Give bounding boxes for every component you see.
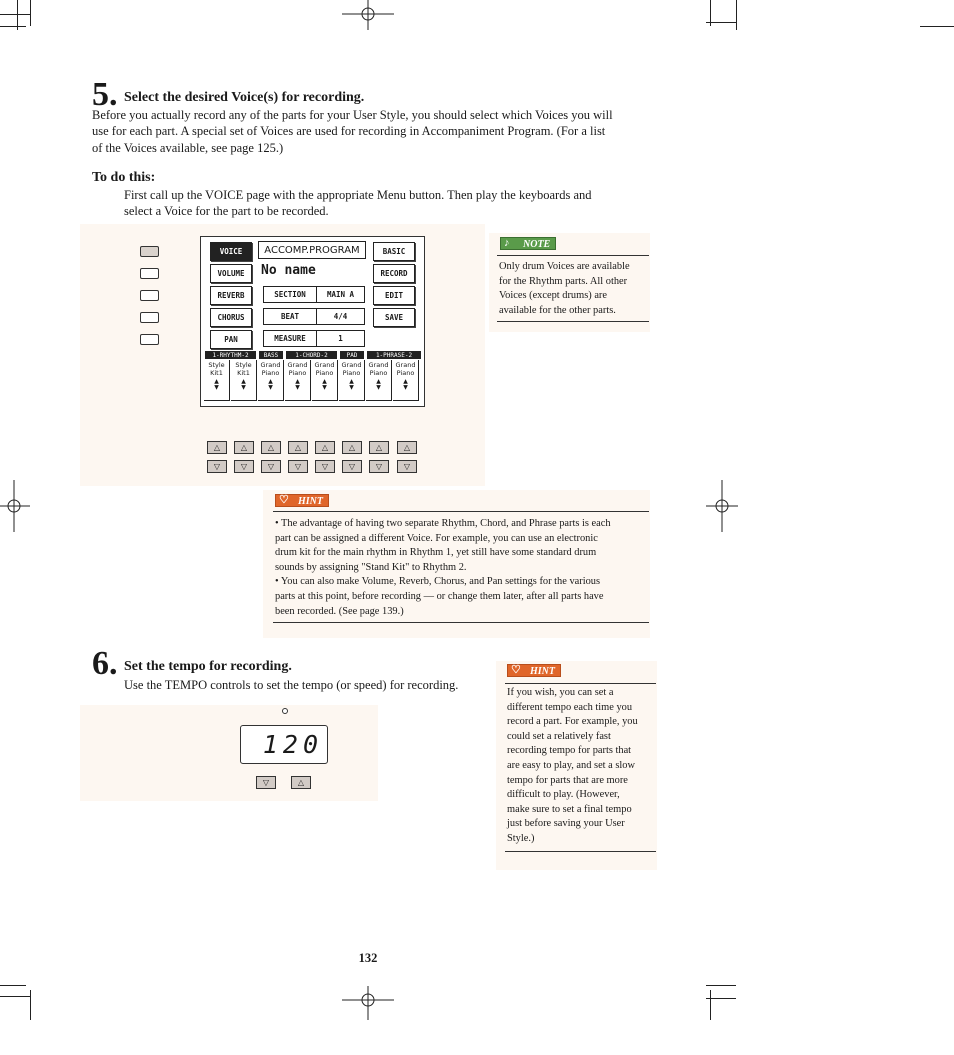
page-number: 132	[358, 951, 378, 965]
todo-heading: To do this:	[92, 170, 156, 185]
voice-line: Grand	[341, 361, 362, 369]
hint-badge-2	[507, 664, 561, 677]
lcd-screen	[200, 236, 425, 407]
up-down-arrows-icon: ▲ ▼	[295, 378, 300, 391]
menu-button-1[interactable]	[140, 246, 159, 257]
button-label: CHORUS	[217, 313, 245, 322]
note-rule-top	[497, 255, 649, 256]
hint-line: are easy to play, and set a slow	[507, 759, 636, 771]
hint-line: sounds by assigning "Stand Kit" to Rhythm 2.	[275, 561, 467, 573]
voice-line: Piano	[288, 368, 307, 377]
down-button-4[interactable]: ▽	[288, 460, 308, 473]
down-button-5[interactable]: ▽	[315, 460, 335, 473]
step-5-title: Select the desired Voice(s) for recording.	[124, 90, 365, 105]
lcd-edit-button[interactable]	[373, 286, 415, 305]
hint-line: record a part. For example, you	[507, 716, 638, 728]
up-button-4[interactable]: △	[288, 441, 308, 454]
part-rhythm: 1-RHYTHM-2	[205, 351, 256, 359]
up-down-arrows-icon: ▲ ▼	[349, 378, 354, 391]
body-line: Before you actually record any of the parts for your User Style, you should select which Voices you will	[92, 108, 613, 122]
step-5-body	[92, 107, 613, 156]
hint-line: make sure to set a final tempo	[507, 803, 632, 815]
menu-button-3[interactable]	[140, 290, 159, 301]
button-label: PAN	[224, 335, 238, 344]
up-button-1[interactable]: △	[207, 441, 227, 454]
field-value: 1	[316, 331, 364, 346]
voice-slot-8[interactable]	[393, 360, 419, 401]
lcd-pan-button[interactable]	[210, 330, 252, 349]
up-down-arrows-icon: ▲ ▼	[376, 378, 381, 391]
voice-line: Piano	[261, 368, 280, 377]
button-label: VOICE	[219, 247, 243, 256]
note-badge	[500, 237, 556, 250]
button-label: SAVE	[384, 313, 404, 322]
voice-line: Style	[208, 361, 225, 369]
hint-line: recording tempo for parts that	[507, 745, 632, 757]
up-down-arrows-icon: ▲ ▼	[214, 378, 219, 391]
step-6-body: Use the TEMPO controls to set the tempo (or speed) for recording.	[124, 678, 459, 692]
step-5-number: 5.	[92, 76, 118, 113]
todo-body	[124, 187, 592, 220]
lcd-chorus-button[interactable]	[210, 308, 252, 327]
registration-mark-right	[706, 480, 738, 532]
up-button-5[interactable]: △	[315, 441, 335, 454]
hint2-text	[507, 686, 638, 847]
beat-field[interactable]	[263, 308, 365, 325]
down-button-3[interactable]: ▽	[261, 460, 281, 473]
body-line: select a Voice for the part to be recorded.	[124, 204, 329, 219]
note-line: available for the other parts.	[499, 304, 616, 316]
menu-button-2[interactable]	[140, 268, 159, 279]
registration-mark-bottom	[342, 986, 394, 1020]
body-line: use for each part. A special set of Voices are used for recording in Accompaniment Program. (For a list	[92, 124, 606, 139]
tempo-illustration-panel	[80, 705, 378, 801]
button-label: BASIC	[382, 247, 406, 256]
menu-button-4[interactable]	[140, 312, 159, 323]
hint-line: tempo for parts that are more	[507, 774, 628, 786]
hint-line: • You can also make Volume, Reverb, Chorus, and Pan settings for the various	[275, 576, 601, 588]
note-line: for the Rhythm parts. All other	[499, 275, 628, 287]
lcd-record-button[interactable]	[373, 264, 415, 283]
hint1-text	[275, 517, 611, 619]
voice-slot-3[interactable]	[258, 360, 284, 401]
up-down-arrows-icon: ▲ ▼	[322, 378, 327, 391]
voice-slot-4[interactable]	[285, 360, 311, 401]
lightbulb-icon: ♡	[279, 494, 289, 506]
step-6-number: 6.	[92, 645, 118, 682]
hint2-rule-top	[505, 683, 656, 684]
tempo-indicator-led	[282, 708, 288, 714]
hint-line: could set a relatively fast	[507, 730, 611, 742]
body-line: First call up the VOICE page with the appropriate Menu button. Then play the keyboards and	[124, 188, 592, 202]
lightbulb-icon: ♡	[511, 664, 521, 676]
hint2-rule-bottom	[505, 851, 656, 852]
up-down-arrows-icon: ▲ ▼	[403, 378, 408, 391]
part-chord: 1-CHORD-2	[286, 351, 337, 359]
hint-line: been recorded. (See page 139.)	[275, 605, 404, 617]
part-pad: PAD	[340, 351, 364, 359]
note-rule-bottom	[497, 321, 649, 322]
lcd-basic-button[interactable]	[373, 242, 415, 261]
up-button-3[interactable]: △	[261, 441, 281, 454]
hint1-rule-bottom	[273, 622, 649, 623]
field-label: BEAT	[280, 312, 300, 321]
badge-label: HINT	[530, 666, 555, 677]
hint-line: just before saving your User	[507, 818, 625, 830]
button-label: EDIT	[384, 291, 404, 300]
down-button-2[interactable]: ▽	[234, 460, 254, 473]
badge-label: NOTE	[523, 239, 551, 250]
voice-line: Kit1	[237, 368, 250, 377]
voice-line: Grand	[368, 361, 389, 369]
note-line: Voices (except drums) are	[499, 290, 607, 302]
up-button-2[interactable]: △	[234, 441, 254, 454]
voice-slot-7[interactable]	[366, 360, 392, 401]
lcd-voice-button[interactable]	[210, 242, 252, 261]
up-button-8[interactable]: △	[397, 441, 417, 454]
voice-slot-6[interactable]	[339, 360, 365, 401]
button-label: RECORD	[380, 269, 408, 278]
registration-mark-left	[0, 480, 30, 532]
hint-line: part can be assigned a different Voice. For example, you can use an electronic	[275, 532, 598, 544]
part-phrase: 1-PHRASE-2	[367, 351, 421, 359]
section-field[interactable]	[263, 286, 365, 303]
field-label: SECTION	[274, 290, 306, 299]
down-button-1[interactable]: ▽	[207, 460, 227, 473]
up-down-arrows-icon: ▲ ▼	[241, 378, 246, 391]
style-name: No name	[261, 263, 316, 278]
lcd-volume-button[interactable]	[210, 264, 252, 283]
voice-line: Style	[235, 361, 252, 369]
part-bass: BASS	[259, 351, 283, 359]
hint-line: Style.)	[507, 832, 535, 844]
button-label: VOLUME	[217, 269, 245, 278]
up-down-arrows-icon: ▲ ▼	[268, 378, 273, 391]
hint-line: different tempo each time you	[507, 701, 633, 713]
tempo-up-button[interactable]: △	[291, 776, 311, 789]
lcd-reverb-button[interactable]	[210, 286, 252, 305]
field-label: MEASURE	[274, 334, 306, 343]
voice-line: Kit1	[210, 368, 223, 377]
hint-badge-1	[275, 494, 329, 507]
voice-line: Piano	[369, 368, 388, 377]
note-line: Only drum Voices are available	[499, 261, 630, 272]
voice-line: Piano	[315, 368, 334, 377]
body-line: of the Voices available, see page 125.)	[92, 140, 284, 155]
up-button-6[interactable]: △	[342, 441, 362, 454]
button-label: REVERB	[217, 291, 245, 300]
hint-line: • The advantage of having two separate Rhythm, Chord, and Phrase parts is each	[275, 518, 611, 529]
step-6-title: Set the tempo for recording.	[124, 659, 292, 674]
voice-line: Grand	[314, 361, 335, 369]
field-value: 4/4	[316, 309, 364, 324]
hint-line: parts at this point, before recording — or change them later, after all parts have	[275, 590, 604, 602]
voice-line: Piano	[342, 368, 361, 377]
voice-slot-2[interactable]	[231, 360, 257, 401]
mode-title: ACCOMP.PROGRAM	[258, 241, 366, 259]
field-value: MAIN A	[316, 287, 364, 302]
down-button-8[interactable]: ▽	[397, 460, 417, 473]
tempo-display: 120	[240, 725, 328, 764]
voice-line: Grand	[395, 361, 416, 369]
tempo-down-button[interactable]: ▽	[256, 776, 276, 789]
lcd-save-button[interactable]	[373, 308, 415, 327]
voice-line: Piano	[396, 368, 415, 377]
measure-field[interactable]	[263, 330, 365, 347]
voice-line: Grand	[287, 361, 308, 369]
up-button-7[interactable]: △	[369, 441, 389, 454]
down-button-6[interactable]: ▽	[342, 460, 362, 473]
registration-mark-top	[342, 0, 394, 30]
hint-line: difficult to play. (However,	[507, 789, 620, 801]
hint1-rule-top	[273, 511, 649, 512]
menu-button-5[interactable]	[140, 334, 159, 345]
voice-slot-1[interactable]	[204, 360, 230, 401]
voice-slot-5[interactable]	[312, 360, 338, 401]
music-note-icon: ♪	[504, 237, 510, 249]
hint-line: If you wish, you can set a	[507, 687, 614, 698]
note-text	[499, 260, 630, 318]
down-button-7[interactable]: ▽	[369, 460, 389, 473]
hint-line: drum kit for the main rhythm in Rhythm 1, yet still have some standard drum	[275, 547, 597, 559]
voice-line: Grand	[260, 361, 281, 369]
badge-label: HINT	[298, 496, 323, 507]
